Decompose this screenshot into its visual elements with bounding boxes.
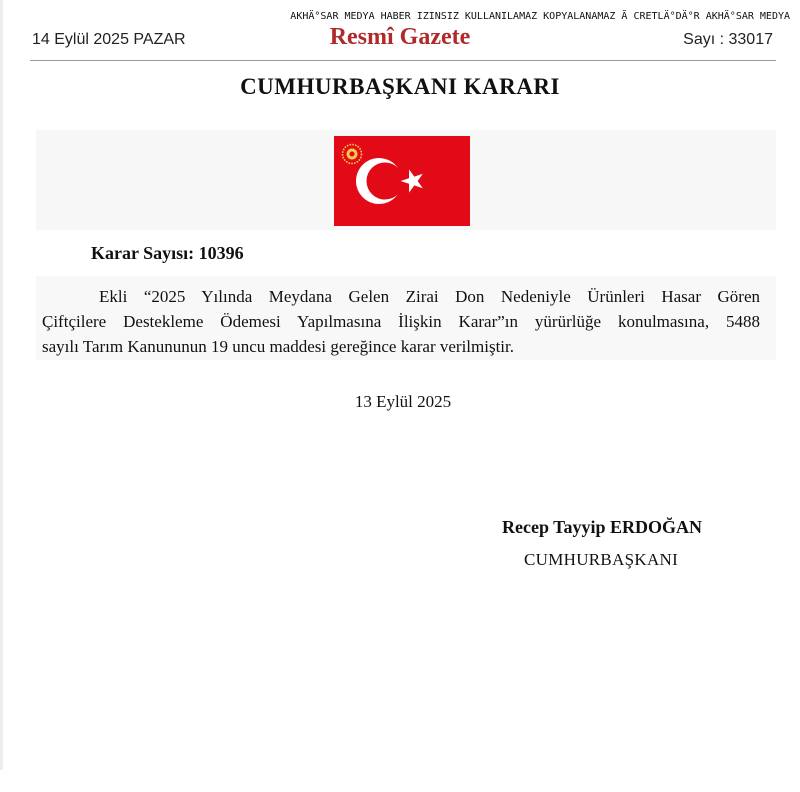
signer-name: Recep Tayyip ERDOĞAN	[502, 517, 703, 537]
body-line: Çiftçilere Destekleme Ödemesi Yapılmasına İlişkin Karar”ın yürürlüğe konulmasına, 5488	[42, 312, 760, 331]
gazette-title: Resmî Gazete	[329, 24, 471, 50]
decision-number: Karar Sayısı: 10396	[91, 243, 244, 263]
body-line: sayılı Tarım Kanununun 19 uncu maddesi gereğince karar verilmiştir.	[42, 337, 515, 356]
decision-date: 13 Eylül 2025	[354, 392, 452, 411]
header-divider	[30, 60, 776, 61]
body-line: Ekli “2025 Yılında Meydana Gelen Zirai Don Nedeniyle Ürünleri Hasar Gören	[99, 287, 760, 306]
turkish-flag-icon	[334, 136, 470, 226]
document-heading: CUMHURBAŞKANI KARARI	[240, 74, 560, 99]
issue-number: Sayı : 33017	[683, 31, 773, 48]
signer-title: CUMHURBAŞKANI	[524, 550, 679, 569]
page-edge	[0, 0, 3, 770]
decision-body	[42, 284, 760, 359]
watermark-text: AKHÄ°SAR MEDYA HABER IZINSIZ KULLANILAMAZ KOPYALANAMAZ Ã CRETLÄ°DÄ°R AKHÄ°SAR MEDYA	[290, 11, 790, 22]
publication-date: 14 Eylül 2025 PAZAR	[32, 31, 186, 48]
